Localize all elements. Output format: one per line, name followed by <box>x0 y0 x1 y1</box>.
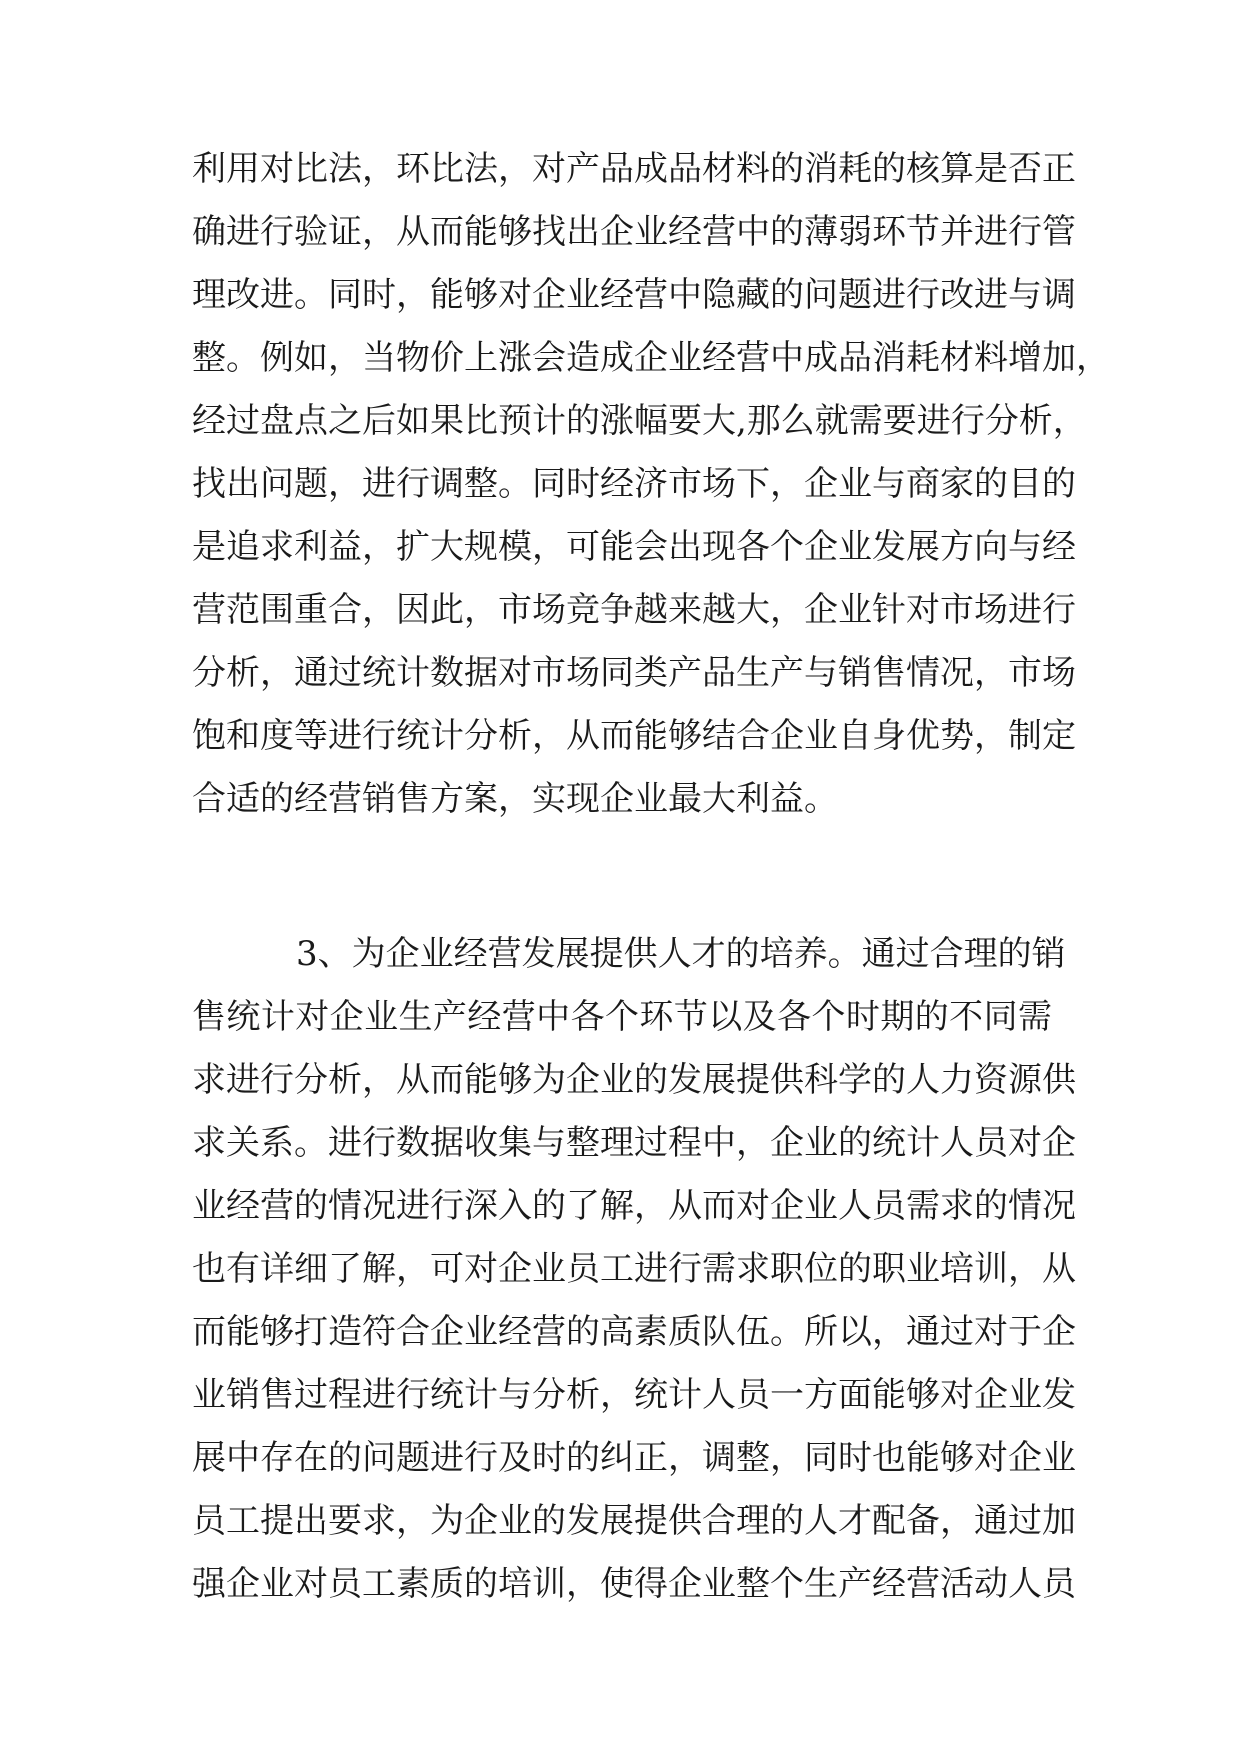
text-line: 找出问题，进行调整。同时经济市场下，企业与商家的目的 <box>192 464 1076 504</box>
text-line: 营范围重合，因此，市场竞争越来越大，企业针对市场进行 <box>192 590 1076 630</box>
text-line: 确进行验证，从而能够找出企业经营中的薄弱环节并进行管 <box>192 212 1076 252</box>
text-line: 是追求利益，扩大规模，可能会出现各个企业发展方向与经 <box>192 527 1076 567</box>
text-line: 整。例如，当物价上涨会造成企业经营中成品消耗材料增加， <box>192 338 1110 378</box>
text-line: 也有详细了解，可对企业员工进行需求职位的职业培训，从 <box>192 1249 1076 1289</box>
text-line: 3、为企业经营发展提供人才的培养。通过合理的销 <box>296 934 1066 974</box>
text-line: 员工提出要求，为企业的发展提供合理的人才配备，通过加 <box>192 1501 1076 1541</box>
text-line: 展中存在的问题进行及时的纠正，调整，同时也能够对企业 <box>192 1438 1076 1478</box>
text-line: 业经营的情况进行深入的了解，从而对企业人员需求的情况 <box>192 1186 1076 1226</box>
text-line: 经过盘点之后如果比预计的涨幅要大,那么就需要进行分析， <box>192 401 1087 441</box>
text-line: 合适的经营销售方案，实现企业最大利益。 <box>192 779 838 819</box>
text-line: 而能够打造符合企业经营的高素质队伍。所以，通过对于企 <box>192 1312 1076 1352</box>
text-line: 利用对比法，环比法，对产品成品材料的消耗的核算是否正 <box>192 149 1076 189</box>
text-line: 分析，通过统计数据对市场同类产品生产与销售情况，市场 <box>192 653 1076 693</box>
text-line: 求进行分析，从而能够为企业的发展提供科学的人力资源供 <box>192 1060 1076 1100</box>
text-line: 强企业对员工素质的培训，使得企业整个生产经营活动人员 <box>192 1564 1076 1604</box>
text-line: 求关系。进行数据收集与整理过程中，企业的统计人员对企 <box>192 1123 1076 1163</box>
text-line: 业销售过程进行统计与分析，统计人员一方面能够对企业发 <box>192 1375 1076 1415</box>
text-line: 理改进。同时，能够对企业经营中隐藏的问题进行改进与调 <box>192 275 1076 315</box>
text-line: 售统计对企业生产经营中各个环节以及各个时期的不同需 <box>192 997 1052 1037</box>
text-line: 饱和度等进行统计分析，从而能够结合企业自身优势，制定 <box>192 716 1076 756</box>
